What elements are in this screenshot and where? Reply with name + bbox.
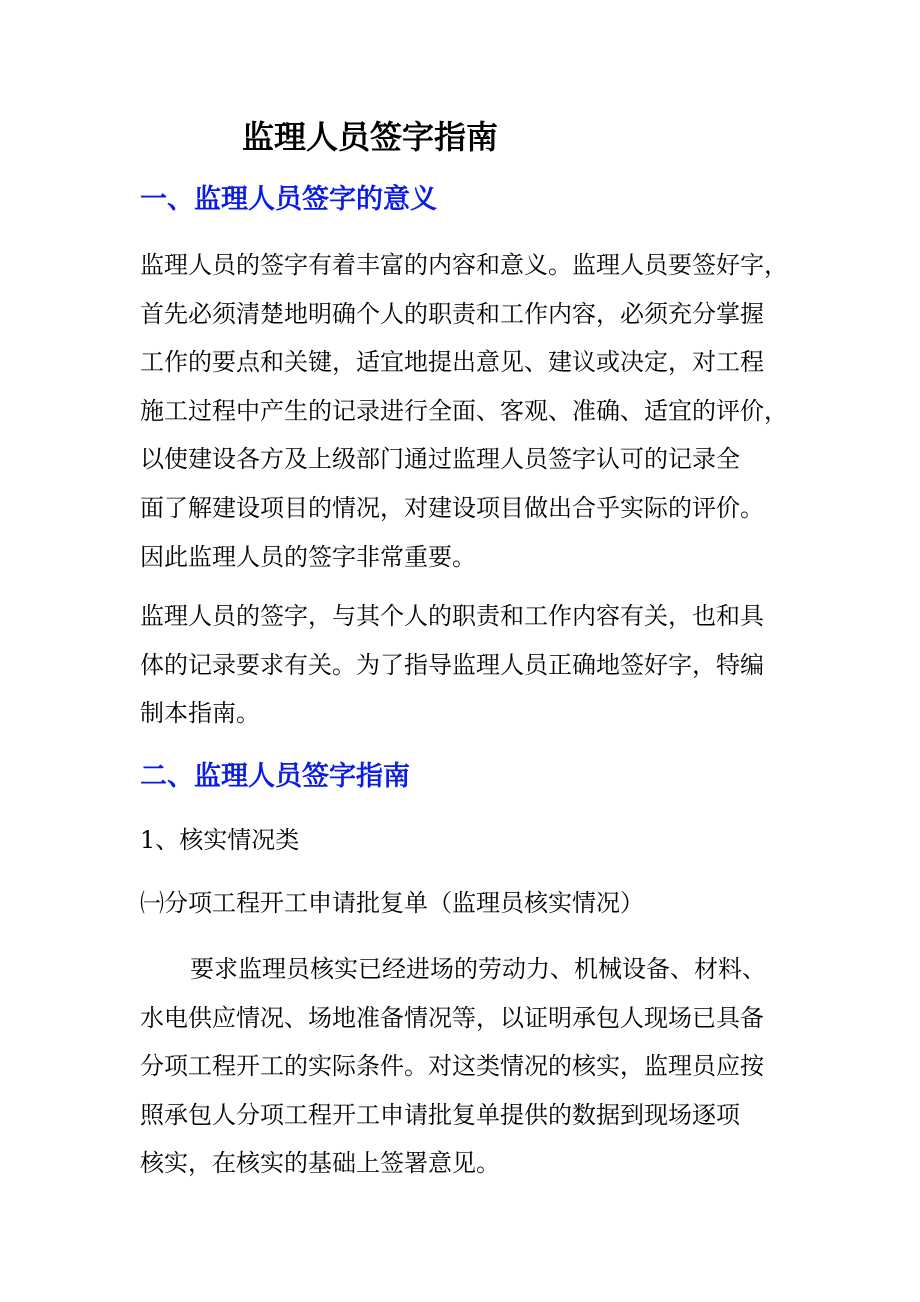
- section-1-paragraph-1: [140, 241, 800, 581]
- paragraph-line: 面了解建设项目的情况，对建设项目做出合乎实际的评价。: [140, 493, 764, 522]
- paragraph-line: 因此监理人员的签字非常重要。: [140, 542, 476, 571]
- paragraph-line: 水电供应情况、场地准备情况等，以证明承包人现场已具备: [140, 1003, 764, 1032]
- paragraph-line: 首先必须清楚地明确个人的职责和工作内容，必须充分掌握: [140, 299, 764, 328]
- paragraph-line: 监理人员的签字有着丰富的内容和意义。监理人员要签好字，: [140, 251, 788, 279]
- paragraph-line: 体的记录要求有关。为了指导监理人员正确地签好字，特编: [140, 650, 764, 679]
- section-2-paragraph-1: [140, 945, 800, 1188]
- paragraph-line: 照承包人分项工程开工申请批复单提供的数据到现场逐项: [140, 1100, 740, 1129]
- subsection-heading-verification: 1、核实情况类: [140, 826, 300, 854]
- section-2-heading: 二、监理人员签字指南: [140, 761, 410, 792]
- item-heading-commencement-approval: ㈠分项工程开工申请批复单（监理员核实情况）: [140, 889, 644, 917]
- document-title: 监理人员签字指南: [242, 118, 499, 156]
- paragraph-line: 以使建设各方及上级部门通过监理人员签字认可的记录全: [140, 445, 740, 474]
- paragraph-line: 要求监理员核实已经进场的劳动力、机械设备、材料、: [190, 955, 766, 983]
- paragraph-line: 核实，在核实的基础上签署意见。: [140, 1149, 500, 1178]
- paragraph-line: 制本指南。: [140, 699, 260, 728]
- section-1-paragraph-2: [140, 592, 800, 738]
- paragraph-line: 监理人员的签字，与其个人的职责和工作内容有关，也和具: [140, 602, 764, 630]
- section-1-heading: 一、监理人员签字的意义: [140, 184, 437, 215]
- paragraph-line: 工作的要点和关键，适宜地提出意见、建议或决定，对工程: [140, 348, 764, 377]
- paragraph-line: 分项工程开工的实际条件。对这类情况的核实，监理员应按: [140, 1052, 764, 1081]
- paragraph-line: 施工过程中产生的记录进行全面、客观、准确、适宜的评价，: [140, 396, 788, 425]
